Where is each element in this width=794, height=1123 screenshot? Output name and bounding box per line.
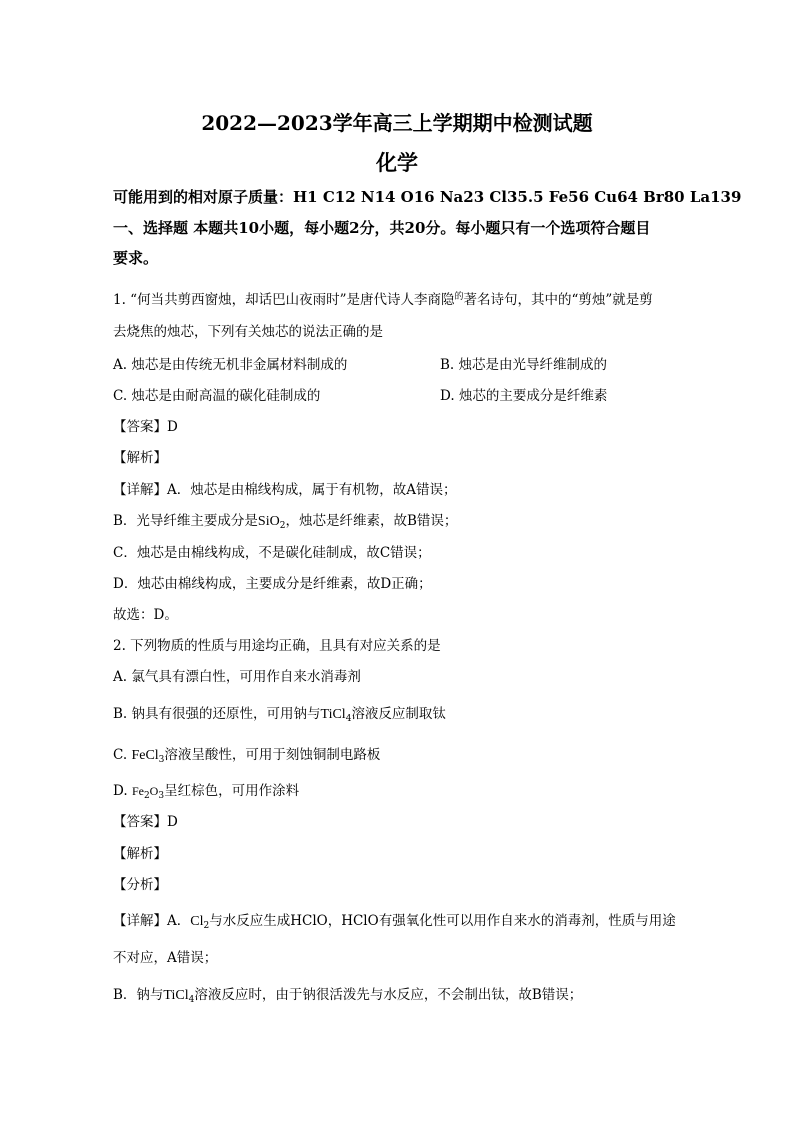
q1-detail-d: D．烛芯由棉线构成，主要成分是纤维素，故D正确；: [113, 576, 432, 592]
q1-option-a: A. 烛芯是由传统无机非金属材料制成的: [113, 357, 348, 373]
q2-detail-b-formula: TiCl: [163, 988, 189, 1003]
q1-option-d: D. 烛芯的主要成分是纤维素: [440, 388, 608, 404]
q2-option-c-post: 溶液呈酸性，可用于刻蚀铜制电路板: [164, 747, 381, 763]
q2-detail-b: [113, 983, 582, 1004]
q2-detail-a-post: 与水反应生成HClO，HClO有强氧化性可以用作自来水的消毒剂，性质与用途: [209, 913, 676, 929]
q1-detail-b-pre: B．光导纤维主要成分是: [113, 513, 258, 529]
q1-stem-mark: 的: [454, 292, 464, 302]
q2-option-d-formula-fe: Fe: [131, 784, 144, 798]
q2-detail-a: [113, 909, 676, 930]
exam-title: 2022—2023学年高三上学期期中检测试题: [201, 111, 593, 135]
q2-option-a: A. 氯气具有漂白性，可用作自来水消毒剂: [113, 669, 361, 685]
q2-option-c-sub: 3: [158, 755, 165, 765]
q2-detail-b-sub: 4: [188, 995, 195, 1005]
section-heading-line1: 一、选择题 本题共10小题，每小题2分，共20分。每小题只有一个选项符合题目: [113, 219, 651, 237]
q2-option-d-pre: D.: [113, 783, 132, 799]
q1-stem-b: 著名诗句，其中的“剪烛”就是剪: [463, 292, 653, 308]
q2-detail-a-line2: 不对应，A错误；: [113, 950, 218, 966]
q1-choice: 故选：D。: [113, 607, 178, 623]
q2-detail-b-post: 溶液反应时，由于钠很活泼先与水反应，不会制出钛，故B错误；: [194, 987, 583, 1003]
q1-option-c: C. 烛芯是由耐高温的碳化硅制成的: [113, 388, 321, 404]
q2-option-b-pre: B. 钠具有很强的还原性，可用钠与: [113, 706, 321, 722]
q2-option-b-post: 溶液反应制取钛: [351, 706, 446, 722]
q2-option-d-formula-o: O: [149, 784, 159, 798]
q2-option-d: [113, 779, 299, 799]
q2-detail-b-pre: B．钠与: [113, 987, 164, 1003]
q1-detail-c: C．烛芯是由棉线构成，不是碳化硅制成，故C错误；: [113, 545, 431, 561]
q2-option-d-post: 呈红棕色，可用作涂料: [164, 783, 300, 799]
q2-analysis-label: 【解析】: [113, 846, 167, 862]
q1-answer: 【答案】D: [113, 419, 178, 435]
section-heading-line2: 要求。: [113, 249, 159, 267]
subject-title: 化学: [376, 150, 418, 175]
q1-stem-line2: 去烧焦的烛芯，下列有关烛芯的说法正确的是: [113, 324, 383, 340]
atomic-masses-line: 可能用到的相对原子质量：H1 C12 N14 O16 Na23 Cl35.5 Fe56 Cu64 Br80 La139: [113, 188, 742, 206]
q2-fenxi-label: 【分析】: [113, 877, 167, 893]
q1-detail-a: 【详解】A．烛芯是由棉线构成，属于有机物，故A错误；: [113, 482, 457, 498]
q1-analysis-label: 【解析】: [113, 450, 167, 466]
q1-stem-line1: [113, 288, 653, 308]
q2-option-c-pre: C.: [113, 747, 132, 763]
q2-detail-a-formula: Cl: [190, 914, 204, 929]
q2-option-c: [113, 743, 380, 764]
q1-option-b: B. 烛芯是由光导纤维制成的: [440, 357, 608, 373]
q2-option-b-formula: TiCl: [320, 707, 346, 722]
q1-detail-b-formula: SiO: [257, 514, 280, 529]
q2-option-c-formula: FeCl: [131, 748, 159, 763]
q2-detail-a-pre: 【详解】A．: [113, 913, 191, 929]
q1-stem-a: 1. “何当共剪西窗烛，却话巴山夜雨时”是唐代诗人李商隐: [113, 292, 455, 308]
q2-detail-a-sub: 2: [203, 921, 210, 931]
q1-detail-b: [113, 509, 457, 530]
q1-detail-b-sub: 2: [279, 521, 286, 531]
q1-detail-b-post: ，烛芯是纤维素，故B错误；: [285, 513, 458, 529]
q2-option-b: [113, 702, 446, 723]
q2-option-b-sub: 4: [345, 714, 352, 724]
q2-option-d-sub-fe: 2: [143, 791, 150, 801]
q2-option-d-sub-o: 3: [158, 791, 165, 801]
q2-stem: 2. 下列物质的性质与用途均正确，且具有对应关系的是: [113, 638, 441, 654]
q2-answer: 【答案】D: [113, 814, 178, 830]
